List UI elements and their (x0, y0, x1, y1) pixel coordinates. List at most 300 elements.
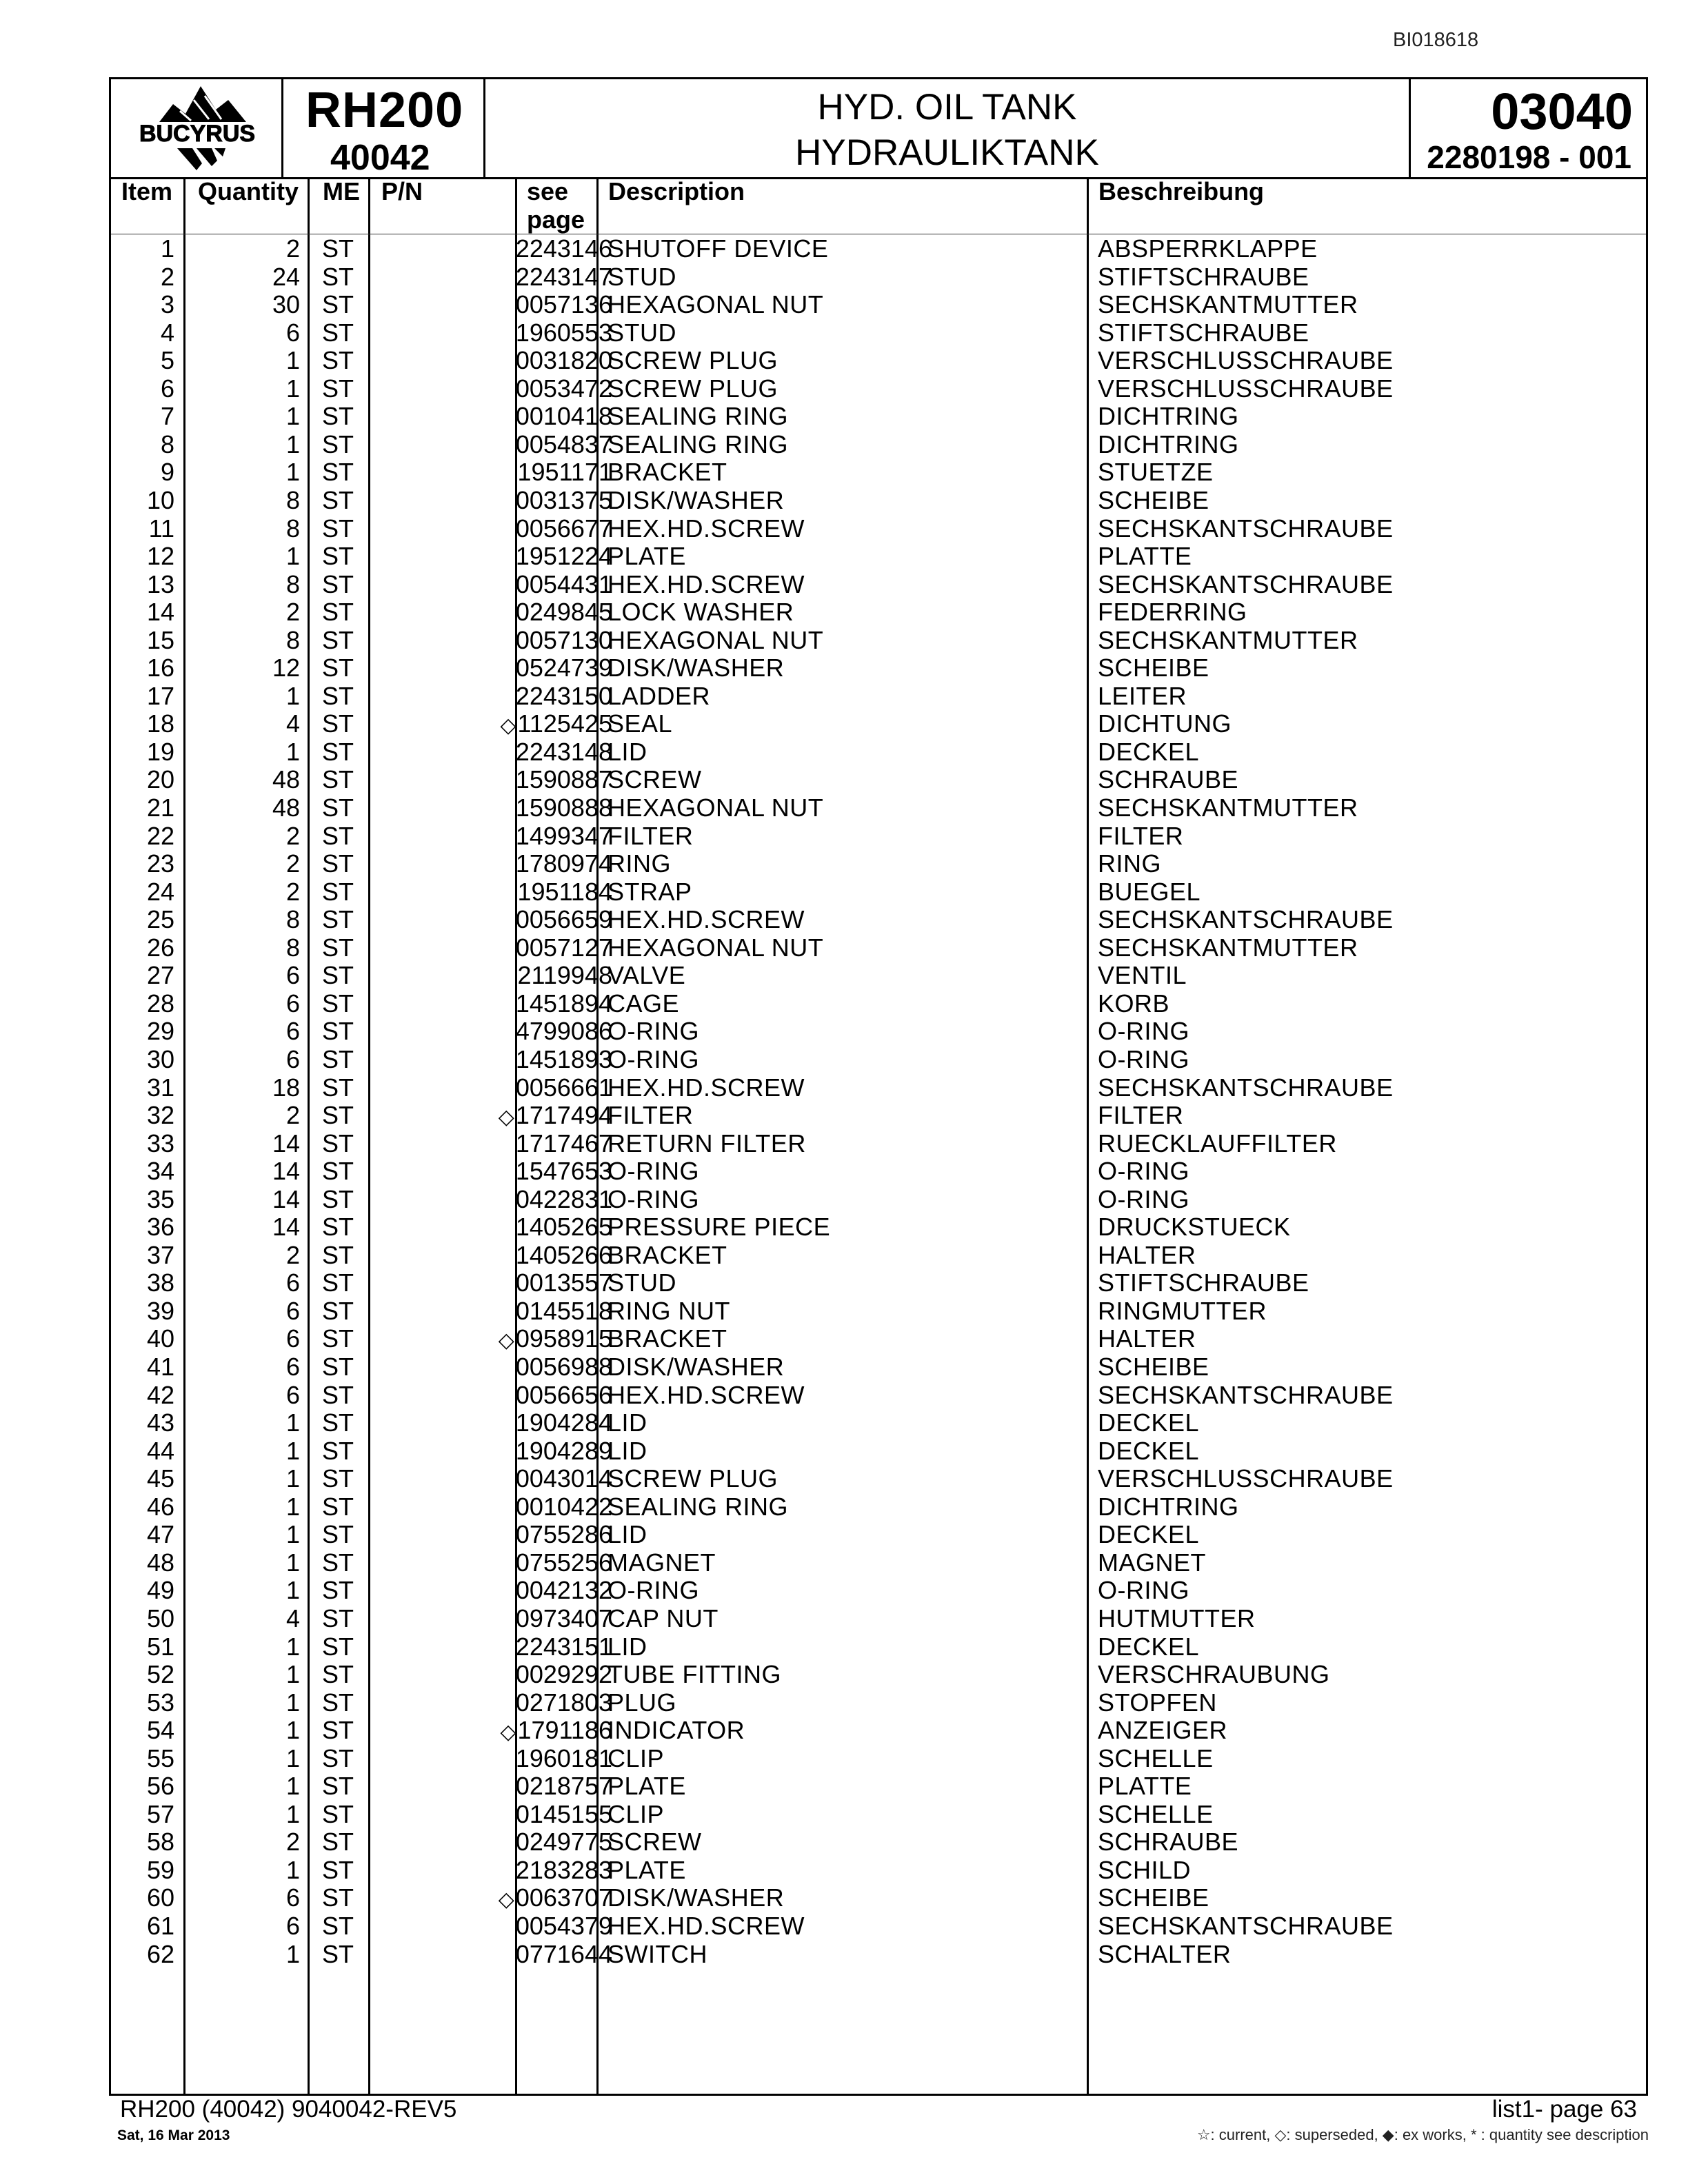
quantity-cell: 6 (285, 1324, 300, 1353)
beschreibung-cell: VERSCHLUSSCHRAUBE (1098, 1464, 1394, 1493)
table-row (111, 571, 1646, 599)
description-cell: HEX.HD.SCREW (607, 1380, 805, 1409)
description-cell: PLATE (607, 542, 686, 571)
quantity-cell: 30 (272, 290, 300, 319)
table-row (111, 1382, 1646, 1410)
beschreibung-cell: RUECKLAUFFILTER (1098, 1129, 1337, 1157)
quantity-cell: 1 (285, 1492, 300, 1521)
beschreibung-cell: SCHELLE (1098, 1743, 1214, 1772)
beschreibung-cell: SECHSKANTSCHRAUBE (1098, 1073, 1394, 1102)
unit-cell: ST (322, 514, 354, 543)
table-row (111, 1242, 1646, 1270)
table-row (111, 654, 1646, 682)
beschreibung-cell: DECKEL (1098, 1632, 1200, 1661)
quantity-cell: 2 (285, 1101, 300, 1130)
item-cell: 19 (146, 737, 174, 766)
item-cell: 57 (146, 1799, 174, 1828)
description-cell: O-RING (607, 1017, 699, 1046)
part-number-cell (383, 1157, 612, 1187)
quantity-cell: 1 (285, 681, 300, 710)
unit-cell: ST (322, 625, 354, 654)
table-row (111, 627, 1646, 655)
part-number-cell (383, 1857, 612, 1886)
beschreibung-cell: DECKEL (1098, 1408, 1200, 1437)
quantity-cell: 1 (285, 1799, 300, 1828)
unit-cell: ST (322, 737, 354, 766)
beschreibung-cell: SCHEIBE (1098, 654, 1209, 682)
table-row (111, 1269, 1646, 1297)
unit-cell: ST (322, 542, 354, 571)
item-cell: 5 (160, 346, 174, 375)
item-cell: 35 (146, 1184, 174, 1213)
beschreibung-cell: FILTER (1098, 1101, 1184, 1130)
item-cell: 12 (146, 542, 174, 571)
footer-page: list1- page 63 (1491, 2096, 1637, 2123)
table-row (111, 319, 1646, 347)
item-cell: 44 (146, 1436, 174, 1465)
part-number: 2243147 (515, 262, 612, 291)
table-row (111, 515, 1646, 543)
quantity-cell: 1 (285, 1855, 300, 1884)
beschreibung-cell: HALTER (1098, 1324, 1196, 1353)
beschreibung-cell: FILTER (1098, 821, 1184, 850)
item-cell: 2 (160, 262, 174, 291)
part-number: 0755256 (515, 1548, 612, 1577)
part-number-cell (383, 1772, 612, 1802)
item-cell: 9 (160, 458, 174, 487)
unit-cell: ST (322, 1743, 354, 1772)
table-row (111, 598, 1646, 627)
table-row (111, 1857, 1646, 1885)
table-row (111, 878, 1646, 907)
table-row (111, 1884, 1646, 1912)
part-number-cell (383, 1912, 612, 1942)
part-number-cell (383, 458, 612, 488)
quantity-cell: 6 (285, 961, 300, 990)
table-row (111, 710, 1646, 738)
quantity-cell: 1 (285, 542, 300, 571)
part-number: 1960181 (515, 1743, 612, 1772)
part-number-cell (383, 1269, 612, 1299)
table-row (111, 794, 1646, 822)
part-number-cell (383, 543, 612, 572)
unit-cell: ST (322, 1828, 354, 1857)
part-number-cell (383, 1353, 612, 1383)
unit-cell: ST (322, 933, 354, 962)
quantity-cell: 6 (285, 318, 300, 347)
unit-cell: ST (322, 849, 354, 878)
beschreibung-cell: RINGMUTTER (1098, 1296, 1267, 1325)
part-number: 0063707 (515, 1883, 612, 1912)
part-number-cell (383, 1801, 612, 1830)
item-cell: 61 (146, 1912, 174, 1940)
unit-cell: ST (322, 1213, 354, 1242)
unit-cell: ST (322, 1436, 354, 1465)
part-number-cell (383, 682, 612, 712)
part-number: 1951184 (517, 877, 612, 906)
description-cell: SCREW (607, 765, 702, 794)
column-header-page: page (527, 205, 585, 234)
description-cell: RING NUT (607, 1296, 730, 1325)
quantity-cell: 4 (285, 709, 300, 738)
quantity-cell: 1 (285, 1660, 300, 1689)
quantity-cell: 1 (285, 1688, 300, 1717)
beschreibung-cell: SCHRAUBE (1098, 765, 1239, 794)
item-cell: 18 (146, 709, 174, 738)
unit-cell: ST (322, 654, 354, 682)
unit-cell: ST (322, 1184, 354, 1213)
part-number: 0973407 (515, 1604, 612, 1632)
part-number-cell (383, 654, 612, 684)
part-number-cell (383, 1717, 612, 1746)
quantity-cell: 24 (272, 262, 300, 291)
description-cell: LID (607, 737, 647, 766)
description-cell: SHUTOFF DEVICE (607, 234, 829, 263)
description-cell: CLIP (607, 1743, 665, 1772)
quantity-cell: 18 (272, 1073, 300, 1102)
item-cell: 41 (146, 1353, 174, 1381)
bucyrus-logo (111, 79, 283, 177)
item-cell: 50 (146, 1604, 174, 1632)
item-cell: 4 (160, 318, 174, 347)
beschreibung-cell: SCHRAUBE (1098, 1828, 1239, 1857)
unit-cell: ST (322, 1268, 354, 1297)
description-cell: HEXAGONAL NUT (607, 793, 824, 822)
item-cell: 34 (146, 1157, 174, 1186)
unit-cell: ST (322, 1380, 354, 1409)
part-number: 1405266 (515, 1240, 612, 1269)
unit-cell: ST (322, 1129, 354, 1157)
quantity-cell: 2 (285, 1828, 300, 1857)
quantity-cell: 1 (285, 1576, 300, 1605)
quantity-cell: 6 (285, 1296, 300, 1325)
part-number: 0145518 (515, 1296, 612, 1325)
beschreibung-cell: HUTMUTTER (1098, 1604, 1256, 1632)
unit-cell: ST (322, 1799, 354, 1828)
part-number: 0056659 (515, 905, 612, 934)
part-number-cell (383, 1046, 612, 1075)
description-cell: HEX.HD.SCREW (607, 569, 805, 598)
part-number: 0422831 (515, 1184, 612, 1213)
item-cell: 22 (146, 821, 174, 850)
column-header-see-page (527, 177, 585, 234)
table-row (111, 487, 1646, 515)
unit-cell: ST (322, 989, 354, 1018)
quantity-cell: 4 (285, 1604, 300, 1632)
part-number: 0029292 (515, 1660, 612, 1689)
quantity-cell: 1 (285, 374, 300, 403)
part-number-cell (383, 1941, 612, 1970)
table-row (111, 1325, 1646, 1353)
quantity-cell: 8 (285, 485, 300, 514)
item-cell: 59 (146, 1855, 174, 1884)
table-row (111, 458, 1646, 487)
part-number: 2243150 (515, 681, 612, 710)
beschreibung-cell: SECHSKANTSCHRAUBE (1098, 1380, 1394, 1409)
description-cell: HEXAGONAL NUT (607, 933, 824, 962)
beschreibung-cell: STIFTSCHRAUBE (1098, 1268, 1309, 1297)
beschreibung-cell: SECHSKANTMUTTER (1098, 793, 1358, 822)
table-row (111, 1661, 1646, 1689)
description-cell: SCREW PLUG (607, 346, 778, 375)
description-cell: INDICATOR (607, 1716, 745, 1745)
part-number: 0057127 (515, 933, 612, 962)
quantity-cell: 6 (285, 1268, 300, 1297)
beschreibung-cell: DICHTUNG (1098, 709, 1232, 738)
part-number: 0054837 (515, 429, 612, 458)
superseded-icon: ◇ (500, 1721, 516, 1744)
table-row (111, 1577, 1646, 1605)
model-cell (283, 79, 485, 177)
unit-cell: ST (322, 821, 354, 850)
description-cell: LID (607, 1520, 647, 1549)
part-number-cell (383, 487, 612, 516)
part-number: 0031375 (515, 485, 612, 514)
quantity-cell: 1 (285, 1520, 300, 1549)
quantity-cell: 1 (285, 458, 300, 487)
part-number: 4799086 (515, 1017, 612, 1046)
quantity-cell: 2 (285, 234, 300, 263)
beschreibung-cell: SECHSKANTMUTTER (1098, 625, 1358, 654)
table-row (111, 1493, 1646, 1521)
part-number-cell (383, 1605, 612, 1635)
unit-cell: ST (322, 877, 354, 906)
beschreibung-cell: VERSCHLUSSCHRAUBE (1098, 374, 1394, 403)
unit-cell: ST (322, 1408, 354, 1437)
quantity-cell: 14 (272, 1157, 300, 1186)
table-row (111, 682, 1646, 711)
part-number: 1951224 (515, 542, 612, 571)
description-cell: CAGE (607, 989, 680, 1018)
part-number-cell (383, 431, 612, 461)
unit-cell: ST (322, 1520, 354, 1549)
description-cell: RETURN FILTER (607, 1129, 806, 1157)
quantity-cell: 6 (285, 989, 300, 1018)
quantity-cell: 2 (285, 1240, 300, 1269)
group-subnumber: 2280198 - 001 (1427, 139, 1631, 175)
unit-cell: ST (322, 458, 354, 487)
quantity-cell: 1 (285, 1408, 300, 1437)
unit-cell: ST (322, 1324, 354, 1353)
column-header-quantity: Quantity (198, 177, 299, 205)
description-cell: BRACKET (607, 1324, 727, 1353)
column-header-me: ME (323, 177, 360, 205)
item-cell: 14 (146, 598, 174, 627)
beschreibung-cell: HALTER (1098, 1240, 1196, 1269)
table-row (111, 822, 1646, 851)
part-number-cell (383, 1661, 612, 1690)
superseded-icon: ◇ (498, 1888, 514, 1912)
part-number-cell (383, 1382, 612, 1411)
part-number-cell (383, 1130, 612, 1160)
beschreibung-cell: VERSCHRAUBUNG (1098, 1660, 1330, 1689)
quantity-cell: 48 (272, 793, 300, 822)
part-number: 1717467 (515, 1129, 612, 1157)
description-cell: CAP NUT (607, 1604, 719, 1632)
group-number-cell (1411, 79, 1648, 177)
part-number: 1951171 (517, 458, 612, 487)
quantity-cell: 6 (285, 1017, 300, 1046)
table-row (111, 403, 1646, 431)
description-cell: SCREW PLUG (607, 1464, 778, 1493)
table-row (111, 291, 1646, 319)
description-cell: DISK/WASHER (607, 1883, 785, 1912)
unit-cell: ST (322, 1688, 354, 1717)
unit-cell: ST (322, 429, 354, 458)
unit-cell: ST (322, 709, 354, 738)
unit-cell: ST (322, 1044, 354, 1073)
unit-cell: ST (322, 1548, 354, 1577)
item-cell: 49 (146, 1576, 174, 1605)
item-cell: 13 (146, 569, 174, 598)
beschreibung-cell: STUETZE (1098, 458, 1214, 487)
part-number-cell (383, 934, 612, 964)
svg-text:BUCYRUS: BUCYRUS (139, 121, 256, 147)
table-row (111, 1213, 1646, 1242)
beschreibung-cell: SCHILD (1098, 1855, 1192, 1884)
document-id: BI018618 (1393, 29, 1479, 51)
table-row (111, 1102, 1646, 1130)
description-cell: O-RING (607, 1576, 699, 1605)
part-number-cell (383, 850, 612, 880)
part-number: 0958915 (515, 1324, 612, 1353)
part-number-cell (383, 1186, 612, 1215)
title-german: HYDRAULIKTANK (795, 132, 1099, 173)
item-cell: 56 (146, 1772, 174, 1801)
description-cell: RING (607, 849, 671, 878)
description-cell: MAGNET (607, 1548, 716, 1577)
table-row (111, 1130, 1646, 1158)
item-cell: 39 (146, 1296, 174, 1325)
item-cell: 24 (146, 877, 174, 906)
part-number-cell (383, 1409, 612, 1439)
description-cell: LID (607, 1436, 647, 1465)
part-number-cell (383, 319, 612, 349)
quantity-cell: 8 (285, 933, 300, 962)
item-cell: 58 (146, 1828, 174, 1857)
part-number: 1590888 (515, 793, 612, 822)
part-number-cell (383, 515, 612, 545)
model-name: RH200 (305, 83, 464, 138)
beschreibung-cell: RING (1098, 849, 1161, 878)
beschreibung-cell: SCHEIBE (1098, 1353, 1209, 1381)
table-row (111, 1828, 1646, 1857)
description-cell: PLATE (607, 1772, 686, 1801)
table-row (111, 1186, 1646, 1214)
part-number-cell (383, 822, 612, 852)
superseded-icon: ◇ (498, 1106, 514, 1129)
table-row (111, 1437, 1646, 1466)
item-cell: 3 (160, 290, 174, 319)
table-row (111, 347, 1646, 375)
part-number: 2243148 (515, 737, 612, 766)
part-number: 0057136 (515, 290, 612, 319)
quantity-cell: 1 (285, 402, 300, 431)
unit-cell: ST (322, 569, 354, 598)
table-row (111, 934, 1646, 962)
item-cell: 43 (146, 1408, 174, 1437)
part-number: 0053472 (515, 374, 612, 403)
table-row (111, 738, 1646, 767)
item-cell: 16 (146, 654, 174, 682)
part-number: 0013557 (515, 1268, 612, 1297)
beschreibung-cell: MAGNET (1098, 1548, 1207, 1577)
part-number-cell (383, 1437, 612, 1467)
part-number-cell (383, 766, 612, 796)
part-number-cell (383, 738, 612, 768)
part-number: 2243146 (515, 234, 612, 263)
part-number: 1960553 (515, 318, 612, 347)
part-number: 1405265 (515, 1213, 612, 1242)
item-cell: 21 (146, 793, 174, 822)
part-number-cell (383, 1745, 612, 1775)
beschreibung-cell: STIFTSCHRAUBE (1098, 262, 1309, 291)
description-cell: LID (607, 1408, 647, 1437)
beschreibung-cell: SCHALTER (1098, 1939, 1232, 1968)
beschreibung-cell: DECKEL (1098, 1436, 1200, 1465)
table-row (111, 1941, 1646, 1969)
table-row (111, 1549, 1646, 1577)
item-cell: 28 (146, 989, 174, 1018)
beschreibung-cell: DICHTRING (1098, 402, 1239, 431)
beschreibung-cell: SECHSKANTSCHRAUBE (1098, 569, 1394, 598)
unit-cell: ST (322, 961, 354, 990)
part-number: 0056677 (515, 514, 612, 543)
unit-cell: ST (322, 1660, 354, 1689)
unit-cell: ST (322, 1855, 354, 1884)
part-number: 2243151 (515, 1632, 612, 1661)
unit-cell: ST (322, 1632, 354, 1661)
part-number-cell (383, 1828, 612, 1858)
table-row (111, 1157, 1646, 1186)
beschreibung-cell: O-RING (1098, 1576, 1189, 1605)
quantity-cell: 8 (285, 569, 300, 598)
description-cell: FILTER (607, 1101, 694, 1130)
unit-cell: ST (322, 1772, 354, 1801)
unit-cell: ST (322, 234, 354, 263)
beschreibung-cell: SECHSKANTMUTTER (1098, 290, 1358, 319)
part-number-cell (383, 1577, 612, 1606)
part-number: 0145155 (515, 1799, 612, 1828)
item-cell: 26 (146, 933, 174, 962)
description-cell: SWITCH (607, 1939, 707, 1968)
part-number-cell (383, 1549, 612, 1579)
part-number-cell (383, 906, 612, 936)
column-header-see: see (527, 177, 569, 205)
part-number: 0043014 (515, 1464, 612, 1493)
unit-cell: ST (322, 681, 354, 710)
unit-cell: ST (322, 1912, 354, 1940)
part-number-cell (383, 1018, 612, 1047)
description-cell: PLUG (607, 1688, 677, 1717)
parts-list-frame (109, 77, 1648, 2096)
description-cell: SEALING RING (607, 429, 789, 458)
quantity-cell: 1 (285, 1743, 300, 1772)
item-cell: 54 (146, 1716, 174, 1745)
quantity-cell: 8 (285, 905, 300, 934)
table-row (111, 1353, 1646, 1382)
table-row (111, 235, 1646, 263)
beschreibung-cell: SECHSKANTMUTTER (1098, 933, 1358, 962)
model-code: 40042 (330, 138, 430, 178)
part-number: 2183283 (515, 1855, 612, 1884)
footer-model-revision: RH200 (40042) 9040042-REV5 (120, 2096, 457, 2123)
beschreibung-cell: SECHSKANTSCHRAUBE (1098, 514, 1394, 543)
part-number-cell (383, 962, 612, 991)
item-cell: 42 (146, 1380, 174, 1409)
part-number: 0056988 (515, 1353, 612, 1381)
quantity-cell: 2 (285, 821, 300, 850)
